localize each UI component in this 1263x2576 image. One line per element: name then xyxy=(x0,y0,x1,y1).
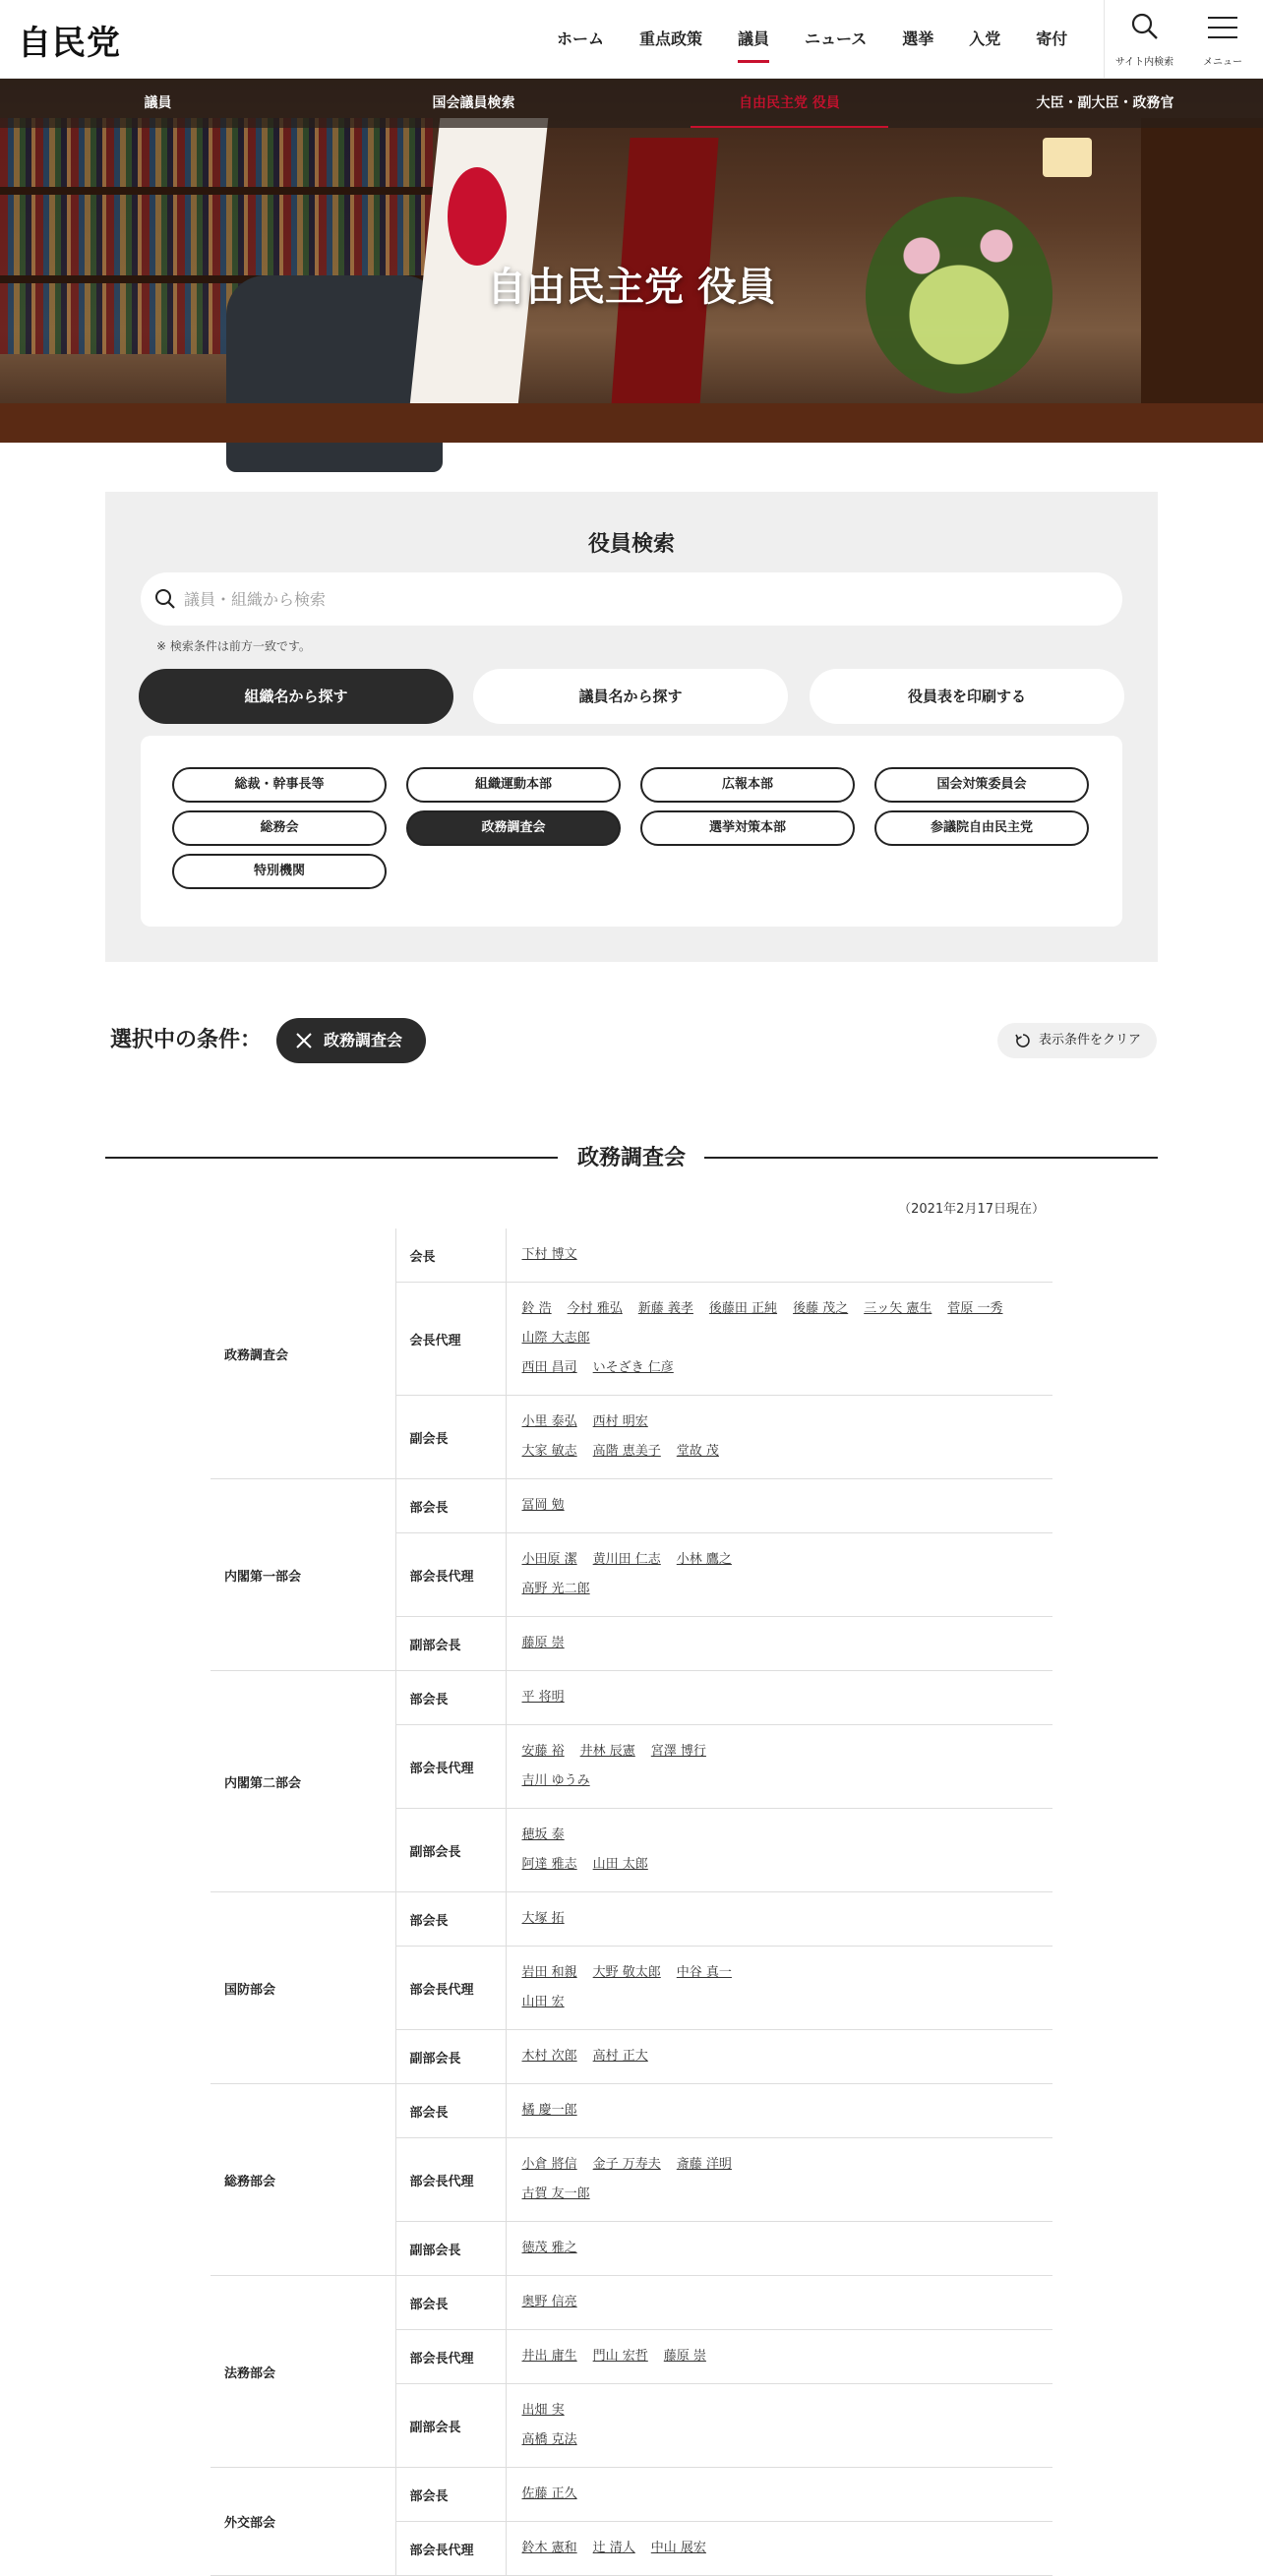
tab-search-by-org[interactable]: 組織名から探す xyxy=(139,669,453,724)
officers-table xyxy=(210,1228,1052,2576)
member-names xyxy=(506,1479,1052,1533)
member-link[interactable]: 大塚 拓 xyxy=(521,1911,565,1926)
member-link[interactable]: 小里 泰弘 xyxy=(521,1414,577,1429)
role-name: 副会長 xyxy=(395,1396,506,1479)
member-link[interactable]: いそざき 仁彦 xyxy=(592,1360,674,1375)
member-link[interactable]: 藤原 崇 xyxy=(521,1636,565,1650)
role-name: 副部会長 xyxy=(395,2030,506,2084)
member-link[interactable]: 中谷 真一 xyxy=(676,1965,732,1980)
member-names xyxy=(506,1671,1052,1725)
member-line xyxy=(522,1850,1053,1880)
member-names xyxy=(506,1617,1052,1671)
selected-condition-text: 政務調査会 xyxy=(324,1031,403,1049)
role-name: 部会長 xyxy=(395,1892,506,1947)
officer-search-panel xyxy=(105,492,1158,962)
member-names xyxy=(506,2276,1052,2330)
member-link[interactable]: 大野 敬太郎 xyxy=(592,1965,661,1980)
member-names xyxy=(506,2330,1052,2384)
site-search-label: サイト内検索 xyxy=(1114,57,1174,68)
member-names xyxy=(506,1809,1052,1892)
member-link[interactable]: 平 将明 xyxy=(521,1690,565,1705)
site-header xyxy=(0,0,1263,79)
member-line xyxy=(522,1437,1053,1467)
member-line xyxy=(522,1408,1053,1437)
member-line xyxy=(522,1629,1053,1658)
member-names xyxy=(506,2084,1052,2138)
member-line xyxy=(522,1491,1053,1521)
nav-item[interactable]: 重点政策 xyxy=(639,30,703,48)
role-name: 副部会長 xyxy=(395,1617,506,1671)
org-filter-pill[interactable]: 参議院自由民主党 xyxy=(874,810,1089,846)
member-line xyxy=(522,1958,1053,1988)
member-link[interactable]: 岩田 和親 xyxy=(521,1965,577,1980)
group-name: 内閣第一部会 xyxy=(210,1479,395,1671)
member-link[interactable]: 小倉 將信 xyxy=(521,2157,577,2172)
group-name: 国防部会 xyxy=(210,1892,395,2084)
role-name: 部会長代理 xyxy=(395,2522,506,2576)
member-link[interactable]: 後藤田 正純 xyxy=(708,1301,778,1316)
member-line xyxy=(522,2534,1053,2563)
search-input[interactable] xyxy=(184,572,1069,626)
org-filter-pill[interactable]: 総裁・幹事長等 xyxy=(172,767,387,803)
search-box xyxy=(141,572,1122,626)
member-names xyxy=(506,2222,1052,2276)
member-link[interactable]: 高村 正大 xyxy=(592,2049,648,2064)
member-link[interactable]: 藤原 崇 xyxy=(663,2349,706,2364)
org-filter-pill[interactable]: 広報本部 xyxy=(640,767,855,803)
member-line xyxy=(522,1353,1053,1383)
group-name: 総務部会 xyxy=(210,2084,395,2276)
member-link[interactable]: 佐藤 正久 xyxy=(521,2486,577,2501)
hamburger-icon xyxy=(1208,16,1237,39)
table-row xyxy=(210,1892,1052,1947)
member-line xyxy=(522,2288,1053,2317)
member-link[interactable]: 小林 鷹之 xyxy=(676,1552,732,1567)
close-icon xyxy=(296,1033,312,1048)
hero-photo-lamp xyxy=(1043,138,1092,177)
hero-photo-shelf-board xyxy=(0,187,433,195)
hero-photo-desk xyxy=(0,403,1263,443)
member-line xyxy=(522,2150,1053,2180)
hero-banner xyxy=(0,79,1263,439)
search-icon xyxy=(154,588,176,610)
member-link[interactable]: 安藤 裕 xyxy=(521,1744,565,1759)
member-link[interactable]: 新藤 義孝 xyxy=(637,1301,693,1316)
member-line xyxy=(522,1767,1053,1796)
org-filter-pill[interactable]: 国会対策委員会 xyxy=(874,767,1089,803)
sub-nav-item[interactable]: 国会議員検索 xyxy=(432,95,515,111)
member-line xyxy=(522,2096,1053,2126)
sub-nav-item[interactable]: 議員 xyxy=(144,95,172,111)
sub-nav xyxy=(0,79,1263,128)
group-name: 政務調査会 xyxy=(210,1228,395,1479)
member-link[interactable]: 山田 宏 xyxy=(521,1995,565,2009)
menu-label: メニュー xyxy=(1203,57,1242,68)
member-names xyxy=(506,1283,1052,1396)
member-line xyxy=(522,2480,1053,2509)
member-names xyxy=(506,1892,1052,1947)
member-link[interactable]: 橘 慶一郎 xyxy=(521,2103,577,2118)
clear-conditions-label: 表示条件をクリア xyxy=(1039,1033,1142,1048)
hero-photo-flag-sun xyxy=(448,167,507,266)
member-names xyxy=(506,2522,1052,2576)
role-name: 部会長 xyxy=(395,2468,506,2522)
sub-nav-item[interactable]: 大臣・副大臣・政務官 xyxy=(1036,95,1174,111)
member-link[interactable]: 冨岡 勉 xyxy=(521,1498,565,1513)
member-link[interactable]: 高橋 克法 xyxy=(521,2432,577,2447)
site-search-button[interactable] xyxy=(1104,0,1184,79)
role-name: 部会長 xyxy=(395,1479,506,1533)
member-link[interactable]: 金子 万寿夫 xyxy=(592,2157,661,2172)
nav-item[interactable]: 寄付 xyxy=(1036,30,1068,48)
role-name: 部会長代理 xyxy=(395,1947,506,2030)
sub-nav-item[interactable]: 自由民主党 役員 xyxy=(632,79,947,128)
role-name: 会長代理 xyxy=(395,1283,506,1396)
clear-conditions-button[interactable] xyxy=(997,1023,1157,1058)
member-link[interactable]: 鈴 浩 xyxy=(521,1301,552,1316)
member-link[interactable]: 三ッ矢 憲生 xyxy=(864,1301,932,1316)
member-link[interactable]: 吉川 ゆうみ xyxy=(521,1773,590,1788)
member-line xyxy=(522,1240,1053,1270)
site-logo[interactable]: 自民党 xyxy=(18,24,121,63)
role-name: 部会長代理 xyxy=(395,1533,506,1617)
member-link[interactable]: 西村 明宏 xyxy=(592,1414,648,1429)
member-link[interactable]: 木村 次郎 xyxy=(521,2049,577,2064)
member-names xyxy=(506,1725,1052,1809)
nav-item[interactable]: 議員 xyxy=(720,0,787,79)
member-names xyxy=(506,2030,1052,2084)
section-title: 政務調査会 xyxy=(576,1146,686,1170)
role-name: 副部会長 xyxy=(395,1809,506,1892)
member-link[interactable]: 黄川田 仁志 xyxy=(592,1552,661,1567)
member-line xyxy=(522,1294,1053,1324)
member-line xyxy=(522,1683,1053,1712)
role-name: 部会長 xyxy=(395,2276,506,2330)
member-line xyxy=(522,2426,1053,2455)
member-link[interactable]: 大家 敏志 xyxy=(521,1444,577,1459)
member-line xyxy=(522,2180,1053,2209)
search-note: ※ 検索条件は前方一致です。 xyxy=(156,639,311,653)
member-line xyxy=(522,1545,1053,1575)
nav-item[interactable]: 選挙 xyxy=(902,30,934,48)
member-link[interactable]: 門山 宏哲 xyxy=(592,2349,648,2364)
table-row xyxy=(210,2084,1052,2138)
member-line xyxy=(522,1988,1053,2017)
table-row xyxy=(210,2276,1052,2330)
member-link[interactable]: 小田原 潔 xyxy=(521,1552,577,1567)
member-link[interactable]: 阿達 雅志 xyxy=(521,1857,577,1872)
org-filter-box xyxy=(141,736,1122,927)
member-line xyxy=(522,1737,1053,1767)
table-row xyxy=(210,1479,1052,1533)
member-names xyxy=(506,1947,1052,2030)
member-link[interactable]: 辻 清人 xyxy=(592,2541,635,2555)
member-link[interactable]: 下村 博文 xyxy=(521,1247,577,1262)
group-name: 外交部会 xyxy=(210,2468,395,2576)
member-link[interactable]: 西田 昌司 xyxy=(521,1360,577,1375)
member-link[interactable]: 古賀 友一郎 xyxy=(521,2187,590,2201)
org-filter-pill[interactable]: 総務会 xyxy=(172,810,387,846)
member-names xyxy=(506,2468,1052,2522)
member-line xyxy=(522,2342,1053,2371)
search-icon xyxy=(1130,12,1160,41)
member-link[interactable]: 出畑 実 xyxy=(521,2403,565,2418)
member-line xyxy=(522,2396,1053,2426)
member-link[interactable]: 宮澤 博行 xyxy=(650,1744,706,1759)
member-link[interactable]: 堂故 茂 xyxy=(676,1444,719,1459)
member-link[interactable]: 鈴木 憲和 xyxy=(521,2541,577,2555)
member-link[interactable]: 井林 辰憲 xyxy=(579,1744,635,1759)
group-name: 法務部会 xyxy=(210,2276,395,2468)
section-divider xyxy=(704,1157,1158,1159)
role-name: 副部会長 xyxy=(395,2222,506,2276)
org-filter-pill[interactable]: 特別機関 xyxy=(172,854,387,889)
org-filter-pill[interactable]: 組織運動本部 xyxy=(406,767,621,803)
table-row xyxy=(210,1228,1052,1283)
member-link[interactable]: 高野 光二郎 xyxy=(521,1582,590,1596)
member-line xyxy=(522,1575,1053,1604)
nav-item[interactable]: ホーム xyxy=(557,30,605,48)
member-names xyxy=(506,1533,1052,1617)
role-name: 部会長代理 xyxy=(395,2330,506,2384)
page-title: 自由民主党 役員 xyxy=(487,265,776,310)
member-line xyxy=(522,1821,1053,1850)
member-link[interactable]: 中山 展宏 xyxy=(650,2541,706,2555)
member-link[interactable]: 高階 恵美子 xyxy=(592,1444,661,1459)
member-line xyxy=(522,1324,1053,1353)
member-link[interactable]: 後藤 茂之 xyxy=(793,1301,849,1316)
tab-search-by-member[interactable]: 議員名から探す xyxy=(473,669,788,724)
member-link[interactable]: 菅原 一秀 xyxy=(947,1301,1003,1316)
member-link[interactable]: 山際 大志郎 xyxy=(521,1331,590,1346)
nav-item[interactable]: ニュース xyxy=(805,30,868,48)
role-name: 部会長代理 xyxy=(395,2138,506,2222)
member-link[interactable]: 穂坂 泰 xyxy=(521,1827,565,1842)
member-link[interactable]: 今村 雅弘 xyxy=(567,1301,623,1316)
table-row xyxy=(210,2468,1052,2522)
reset-icon xyxy=(1015,1033,1031,1048)
member-names xyxy=(506,2138,1052,2222)
member-link[interactable]: 山田 太郎 xyxy=(592,1857,648,1872)
menu-button[interactable] xyxy=(1182,0,1263,79)
member-names xyxy=(506,1396,1052,1479)
role-name: 部会長 xyxy=(395,2084,506,2138)
member-link[interactable]: 奥野 信亮 xyxy=(521,2295,577,2309)
nav-item[interactable]: 入党 xyxy=(969,30,1001,48)
member-link[interactable]: 井出 庸生 xyxy=(521,2349,577,2364)
role-name: 副部会長 xyxy=(395,2384,506,2468)
member-link[interactable]: 斎藤 洋明 xyxy=(676,2157,732,2172)
member-names xyxy=(506,1228,1052,1283)
member-line xyxy=(522,2234,1053,2263)
role-name: 部会長 xyxy=(395,1671,506,1725)
role-name: 部会長代理 xyxy=(395,1725,506,1809)
main-nav xyxy=(539,0,1085,79)
selected-condition-chip[interactable] xyxy=(276,1018,426,1063)
as-of-date: （2021年2月17日現在） xyxy=(898,1202,1045,1217)
group-name: 内閣第二部会 xyxy=(210,1671,395,1892)
role-name: 会長 xyxy=(395,1228,506,1283)
member-line xyxy=(522,1904,1053,1934)
selected-condition-label: 選択中の条件： xyxy=(110,1028,263,1052)
section-divider xyxy=(105,1157,558,1159)
tab-print-officers[interactable]: 役員表を印刷する xyxy=(810,669,1124,724)
org-filter-pill[interactable]: 政務調査会 xyxy=(406,810,621,846)
member-link[interactable]: 徳茂 雅之 xyxy=(521,2241,577,2255)
table-row xyxy=(210,1671,1052,1725)
org-filter-pill[interactable]: 選挙対策本部 xyxy=(640,810,855,846)
member-names xyxy=(506,2384,1052,2468)
officer-search-title: 役員検索 xyxy=(587,532,675,557)
member-line xyxy=(522,2042,1053,2071)
